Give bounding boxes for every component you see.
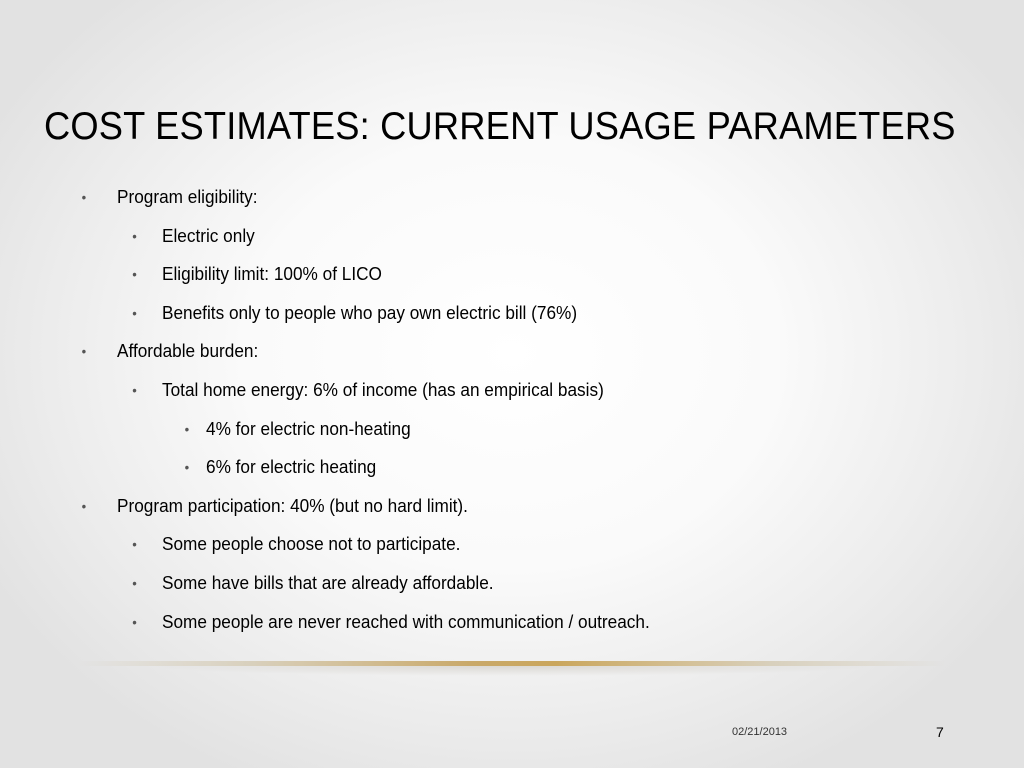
- bullet-dot-icon: •: [81, 189, 87, 205]
- bullet-text: 6% for electric heating: [206, 456, 377, 478]
- bullet-item-level-1: [81, 336, 259, 366]
- bullet-item-level-3: [184, 414, 411, 444]
- bullet-dot-icon: •: [132, 304, 137, 321]
- bullet-dot-icon: •: [132, 227, 137, 244]
- bullet-text: Some people are never reached with communication / outreach.: [162, 610, 650, 632]
- slide-number: 7: [936, 724, 944, 740]
- bullet-text: Benefits only to people who pay own electric bill (76%): [162, 301, 578, 323]
- bullet-dot-icon: •: [132, 575, 137, 591]
- bullet-text: Some people choose not to participate.: [162, 533, 461, 555]
- bullet-dot-icon: •: [132, 382, 137, 398]
- bullet-item-level-3: [184, 452, 377, 482]
- bullet-dot-icon: •: [132, 536, 137, 553]
- bullet-text: Electric only: [162, 224, 255, 246]
- divider-shadow: [150, 666, 874, 676]
- bullet-text: Affordable burden:: [117, 340, 259, 362]
- bullet-item-level-2: [132, 259, 382, 289]
- bullet-item-level-2: [132, 529, 461, 559]
- bullet-dot-icon: •: [184, 420, 190, 437]
- bullet-dot-icon: •: [132, 613, 137, 630]
- bullet-dot-icon: •: [81, 343, 87, 360]
- bullet-item-level-2: [132, 375, 604, 405]
- footer-date: 02/21/2013: [732, 726, 788, 738]
- bullet-text: Eligibility limit: 100% of LICO: [162, 263, 382, 285]
- bullet-text: Program participation: 40% (but no hard limit).: [117, 494, 468, 516]
- bullet-text: 4% for electric non-heating: [206, 417, 411, 439]
- bullet-text: Some have bills that are already affordable.: [162, 572, 494, 593]
- bullet-item-level-2: [132, 221, 255, 251]
- bullet-item-level-1: [81, 491, 468, 521]
- bullet-item-level-2: [132, 607, 650, 637]
- bullet-text: Program eligibility:: [117, 186, 258, 207]
- bullet-item-level-1: [81, 182, 258, 212]
- bullet-item-level-2: [132, 298, 578, 328]
- gold-divider-rule: [78, 661, 946, 666]
- bullet-dot-icon: •: [132, 266, 137, 283]
- bullet-item-level-2: [132, 568, 494, 598]
- slide-title: COST ESTIMATES: CURRENT USAGE PARAMETERS: [44, 105, 956, 148]
- bullet-dot-icon: •: [184, 459, 190, 476]
- bullet-dot-icon: •: [81, 497, 87, 514]
- bullet-text: Total home energy: 6% of income (has an empirical basis): [162, 379, 604, 400]
